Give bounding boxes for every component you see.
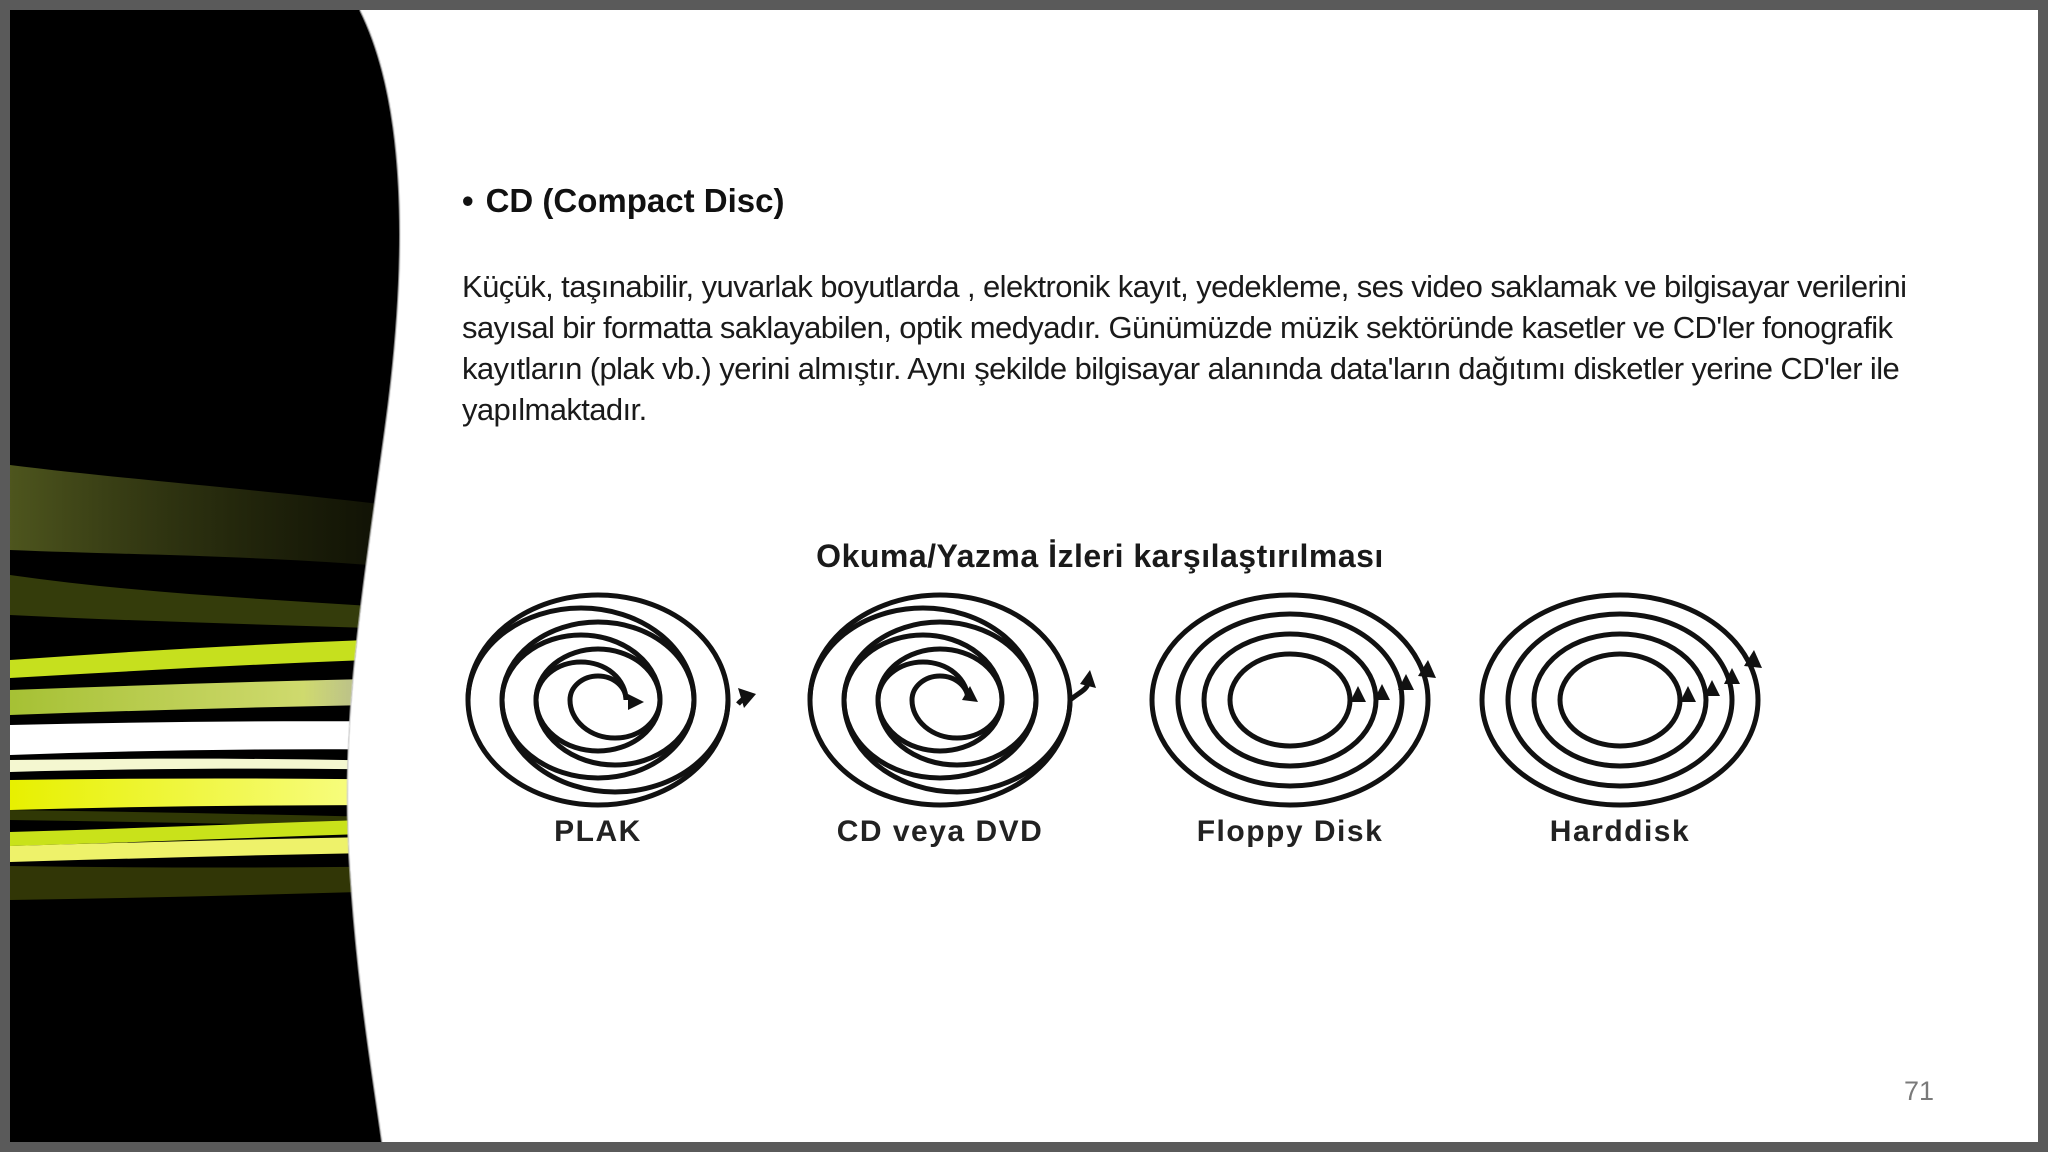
floppy-tracks-icon	[1152, 595, 1436, 805]
streak-fade	[10, 866, 430, 900]
decorative-side-panel	[10, 10, 430, 1142]
label-harddisk: Harddisk	[1549, 815, 1691, 848]
body-paragraph: Küçük, taşınabilir, yuvarlak boyutlarda , elektronik kayıt, yedekleme, ses video saklamak ve bilgisayar verilerini sayısal bir formatta saklayabilen, optik medyadır. Günümüzde müzik sektöründe kasetler ve CD'ler fonografik kayıtların (plak vb.) yerini almıştır. Aynı şekilde bilgisayar alanında data'ların dağıtımı disketler yerine CD'ler ile yapılmaktadır.	[462, 269, 1907, 427]
page-number: 71	[1903, 1076, 1934, 1106]
label-cd-dvd: CD veya DVD	[836, 815, 1044, 848]
heading-text: CD (Compact Disc)	[485, 182, 785, 219]
slide	[10, 10, 2038, 1142]
label-plak: PLAK	[554, 815, 642, 848]
diagram-title: Okuma/Yazma İzleri karşılaştırılması	[816, 538, 1384, 574]
streak-yellow	[10, 779, 430, 811]
plak-spiral-icon	[468, 595, 756, 805]
bullet-point: •	[462, 182, 474, 219]
cd-spiral-icon	[810, 595, 1096, 805]
harddisk-tracks-icon	[1482, 595, 1762, 805]
label-floppy: Floppy Disk	[1196, 815, 1384, 848]
slide-heading	[462, 182, 784, 220]
